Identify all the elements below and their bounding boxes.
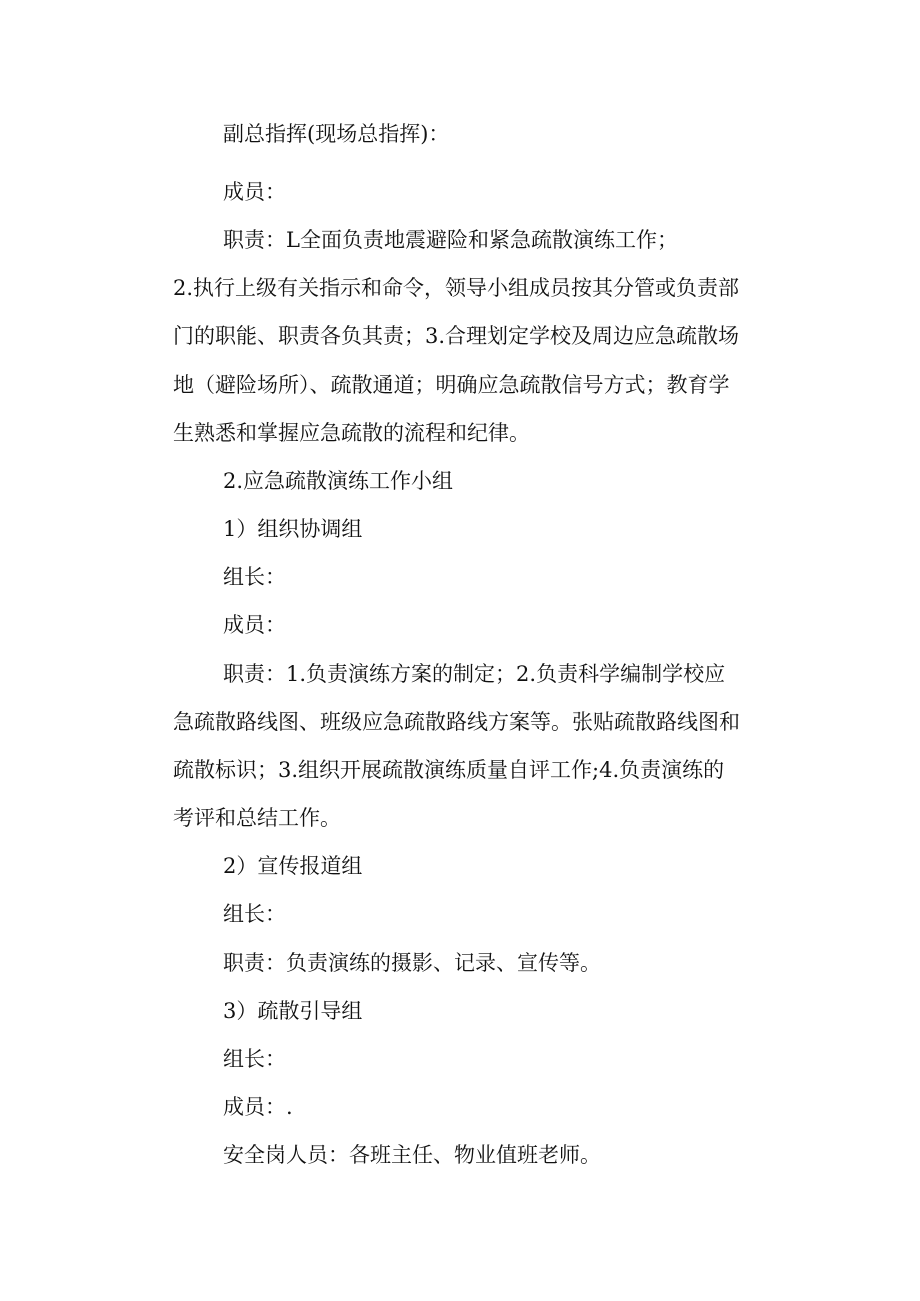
text-line: 门的职能、职责各负其责；3.合理划定学校及周边应急疏散场: [173, 324, 740, 348]
text-line: 职责：L全面负责地震避险和紧急疏散演练工作；: [223, 228, 678, 252]
text-line: 疏散标识；3.组织开展疏散演练质量自评工作;4.负责演练的: [173, 758, 725, 782]
text-line: 地（避险场所）、疏散通道；明确应急疏散信号方式；教育学: [173, 373, 730, 397]
text-line: 成员：.: [223, 1095, 293, 1119]
text-line: 组长：: [223, 1047, 286, 1071]
subsection-heading: 1）组织协调组: [223, 517, 363, 541]
text-line: 急疏散路线图、班级应急疏散路线方案等。张贴疏散路线图和: [173, 710, 740, 734]
text-line: 组长：: [223, 902, 286, 926]
section-heading: 2.应急疏散演练工作小组: [223, 469, 454, 493]
text-line: 2.执行上级有关指示和命令，领导小组成员按其分管或负责部: [173, 276, 740, 300]
text-line: 安全岗人员：各班主任、物业值班老师。: [223, 1143, 601, 1167]
text-line: 生熟悉和掌握应急疏散的流程和纪律。: [173, 421, 530, 445]
subsection-heading: 3）疏散引导组: [223, 999, 363, 1023]
text-line: 组长：: [223, 565, 286, 589]
text-line: 考评和总结工作。: [173, 806, 341, 830]
subsection-heading: 2）宣传报道组: [223, 854, 363, 878]
text-line: 成员：: [223, 613, 286, 637]
text-line: 职责：负责演练的摄影、记录、宣传等。: [223, 951, 601, 975]
text-line: 副总指挥(现场总指挥)：: [223, 122, 450, 146]
text-line: 职责：1.负责演练方案的制定；2.负责科学编制学校应: [223, 662, 726, 686]
text-line: 成员：: [223, 180, 286, 204]
